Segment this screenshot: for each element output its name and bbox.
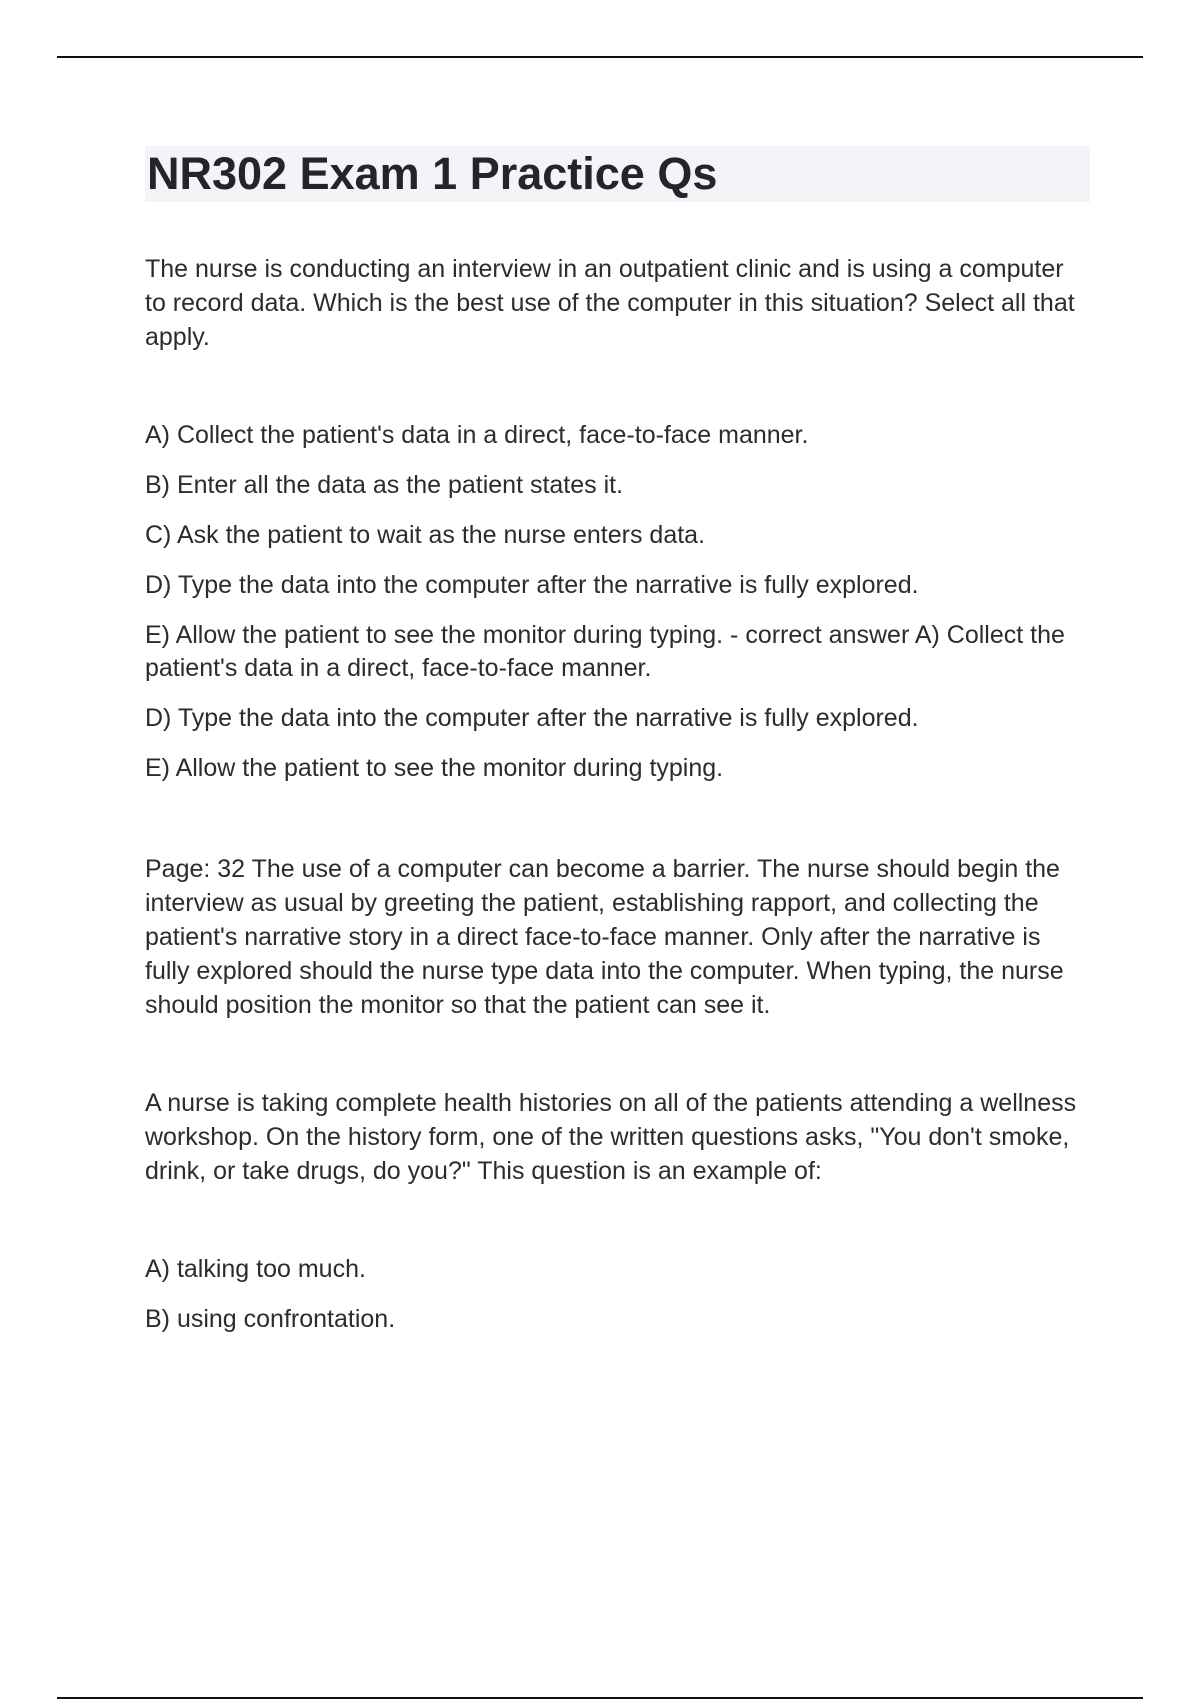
bottom-rule	[57, 1697, 1143, 1699]
question-1-answer-e: E) Allow the patient to see the monitor during typing.	[145, 754, 724, 782]
question-2-option-b: B) using confrontation.	[145, 1305, 396, 1333]
question-2-options	[145, 1253, 1090, 1336]
document-body	[145, 146, 1090, 1353]
question-1-answer-d: D) Type the data into the computer after the narrative is fully explored.	[145, 704, 919, 732]
question-1-option-b: B) Enter all the data as the patient states it.	[145, 471, 624, 499]
question-1-option-e-with-answer: E) Allow the patient to see the monitor during typing. - correct answer A) Collect the patient's data in a direct, face-to-face manner.	[145, 621, 1065, 682]
question-1-option-a: A) Collect the patient's data in a direct, face-to-face manner.	[145, 421, 809, 449]
question-1-option-c: C) Ask the patient to wait as the nurse enters data.	[145, 521, 706, 549]
top-rule	[57, 56, 1143, 58]
question-2-text: A nurse is taking complete health histories on all of the patients attending a wellness workshop. On the history form, one of the written questions asks, "You don't smoke, drink, or take drugs, do you?" This question is an example of:	[145, 1089, 1077, 1185]
question-1-options	[145, 419, 1090, 785]
question-1-text: The nurse is conducting an interview in an outpatient clinic and is using a computer to record data. Which is the best use of the computer in this situation? Select all that apply.	[145, 255, 1075, 351]
question-2-option-a: A) talking too much.	[145, 1255, 366, 1283]
question-1-option-d: D) Type the data into the computer after the narrative is fully explored.	[145, 571, 919, 599]
document-title: NR302 Exam 1 Practice Qs	[145, 146, 1090, 202]
question-1-rationale: Page: 32 The use of a computer can become a barrier. The nurse should begin the interview as usual by greeting the patient, establishing rapport, and collecting the patient's narrative story in a direct face-to-face manner. Only after the narrative is fully explored should the nurse type data into the computer. When typing, the nurse should position the monitor so that the patient can see it.	[145, 855, 1064, 1019]
